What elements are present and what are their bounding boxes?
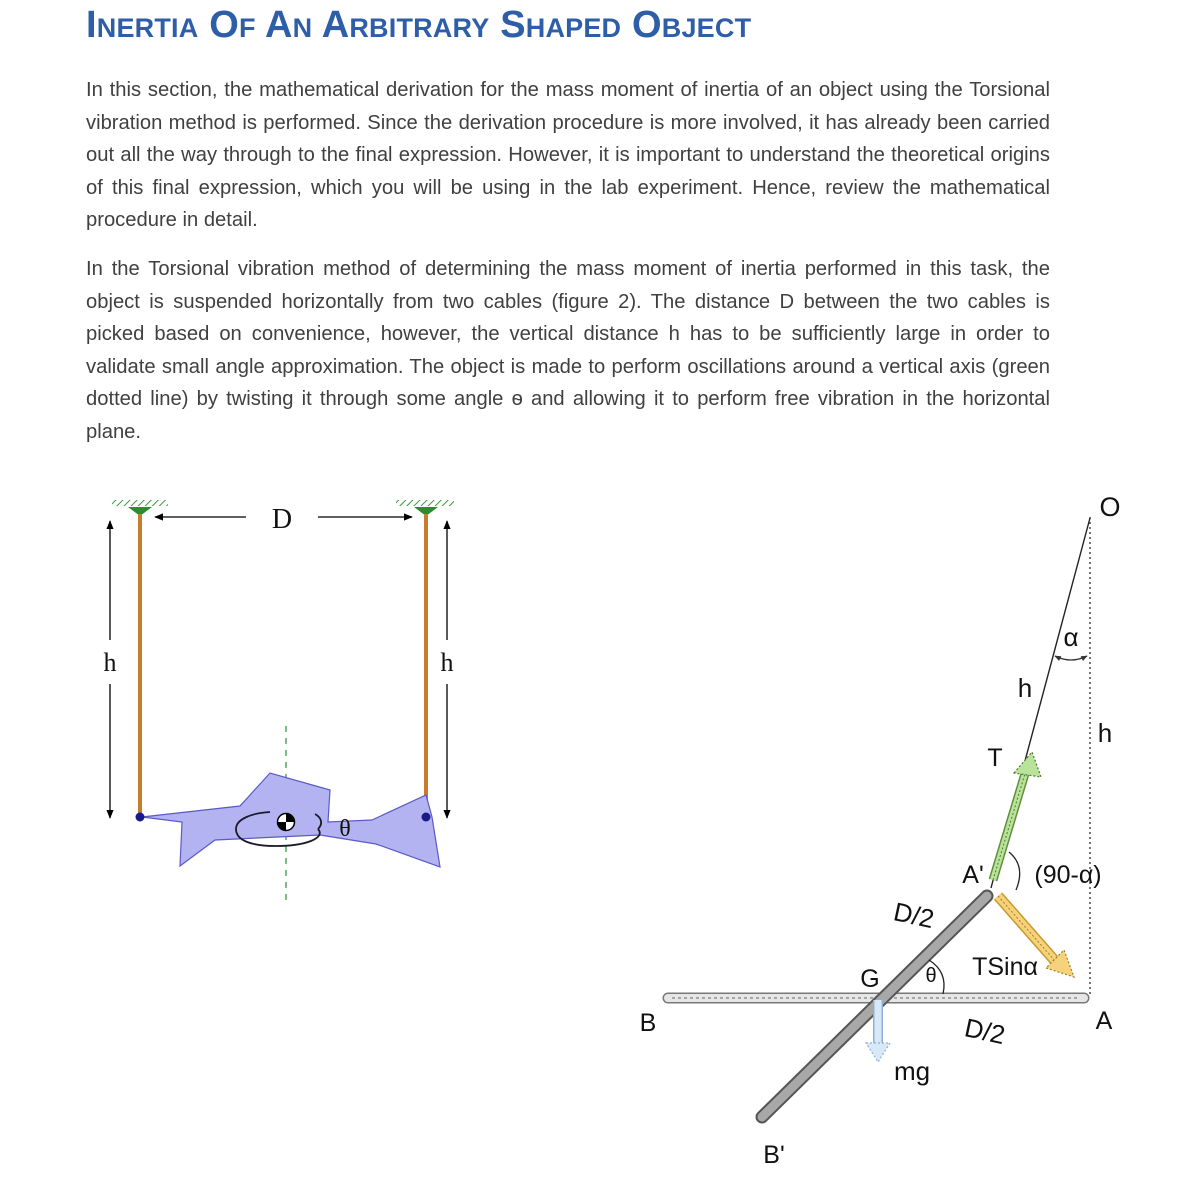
right-figure bbox=[640, 492, 1121, 1169]
label-g: G bbox=[860, 965, 880, 993]
label-h-left: h bbox=[103, 648, 117, 677]
label-90-minus-alpha: (90-α) bbox=[1034, 861, 1102, 889]
label-h-cable: h bbox=[1017, 673, 1033, 703]
label-tsina: TSinα bbox=[972, 953, 1038, 981]
label-o: O bbox=[1099, 492, 1121, 522]
label-d2-lower: D/2 bbox=[961, 1012, 1008, 1051]
left-ground-hatch bbox=[112, 500, 168, 506]
label-b-prime: Bʹ bbox=[763, 1141, 785, 1169]
label-h-vertical: h bbox=[1097, 718, 1113, 748]
tension-arrow-head bbox=[1014, 752, 1041, 777]
label-mg: mg bbox=[893, 1056, 931, 1086]
left-figure bbox=[104, 500, 455, 900]
mg-arrow-head bbox=[866, 1043, 890, 1062]
label-b: B bbox=[639, 1009, 657, 1037]
label-a: A bbox=[1095, 1007, 1113, 1035]
method-paragraph: In the Torsional vibration method of determining the mass moment of inertia performed in this task, the object is suspended horizontally from two cables (figure 2). The distance D between the two cables is picked based on convenience, however, the vertical distance h has to be sufficiently large in order to validate small angle approximation. The object is made to perform oscillations around a vertical axis (green dotted line) by twisting it through some angle ѳ and allowing it to perform free vibration in the horizontal plane. bbox=[86, 258, 1050, 443]
label-a-prime: Aʹ bbox=[962, 861, 984, 889]
page-title: Inertia Of An Arbitrary Shaped Object bbox=[86, 4, 752, 46]
intro-paragraph: In this section, the mathematical derivation for the mass moment of inertia of an object using the Torsional vibration method is performed. Since the derivation procedure is more involved, it has already been carried out all the way through to the final expression. However, it is important to understand the theoretical origins of this final expression, which you will be using in the lab experiment. Hence, review the mathematical procedure in detail. bbox=[86, 79, 1050, 232]
left-attach-point bbox=[136, 813, 145, 822]
label-alpha: α bbox=[1063, 622, 1079, 652]
center-of-mass-icon bbox=[278, 814, 295, 831]
right-ground-hatch bbox=[396, 500, 454, 506]
label-d2-upper: D/2 bbox=[890, 896, 937, 935]
alpha-arc bbox=[1055, 656, 1087, 660]
label-theta-left: θ bbox=[339, 816, 351, 842]
label-h-right: h bbox=[440, 648, 454, 677]
label-t: T bbox=[987, 744, 1003, 772]
right-attach-point bbox=[422, 813, 431, 822]
label-d: D bbox=[271, 504, 293, 535]
angle-90-alpha-arc bbox=[1009, 852, 1020, 890]
label-theta-right: θ bbox=[925, 965, 937, 987]
